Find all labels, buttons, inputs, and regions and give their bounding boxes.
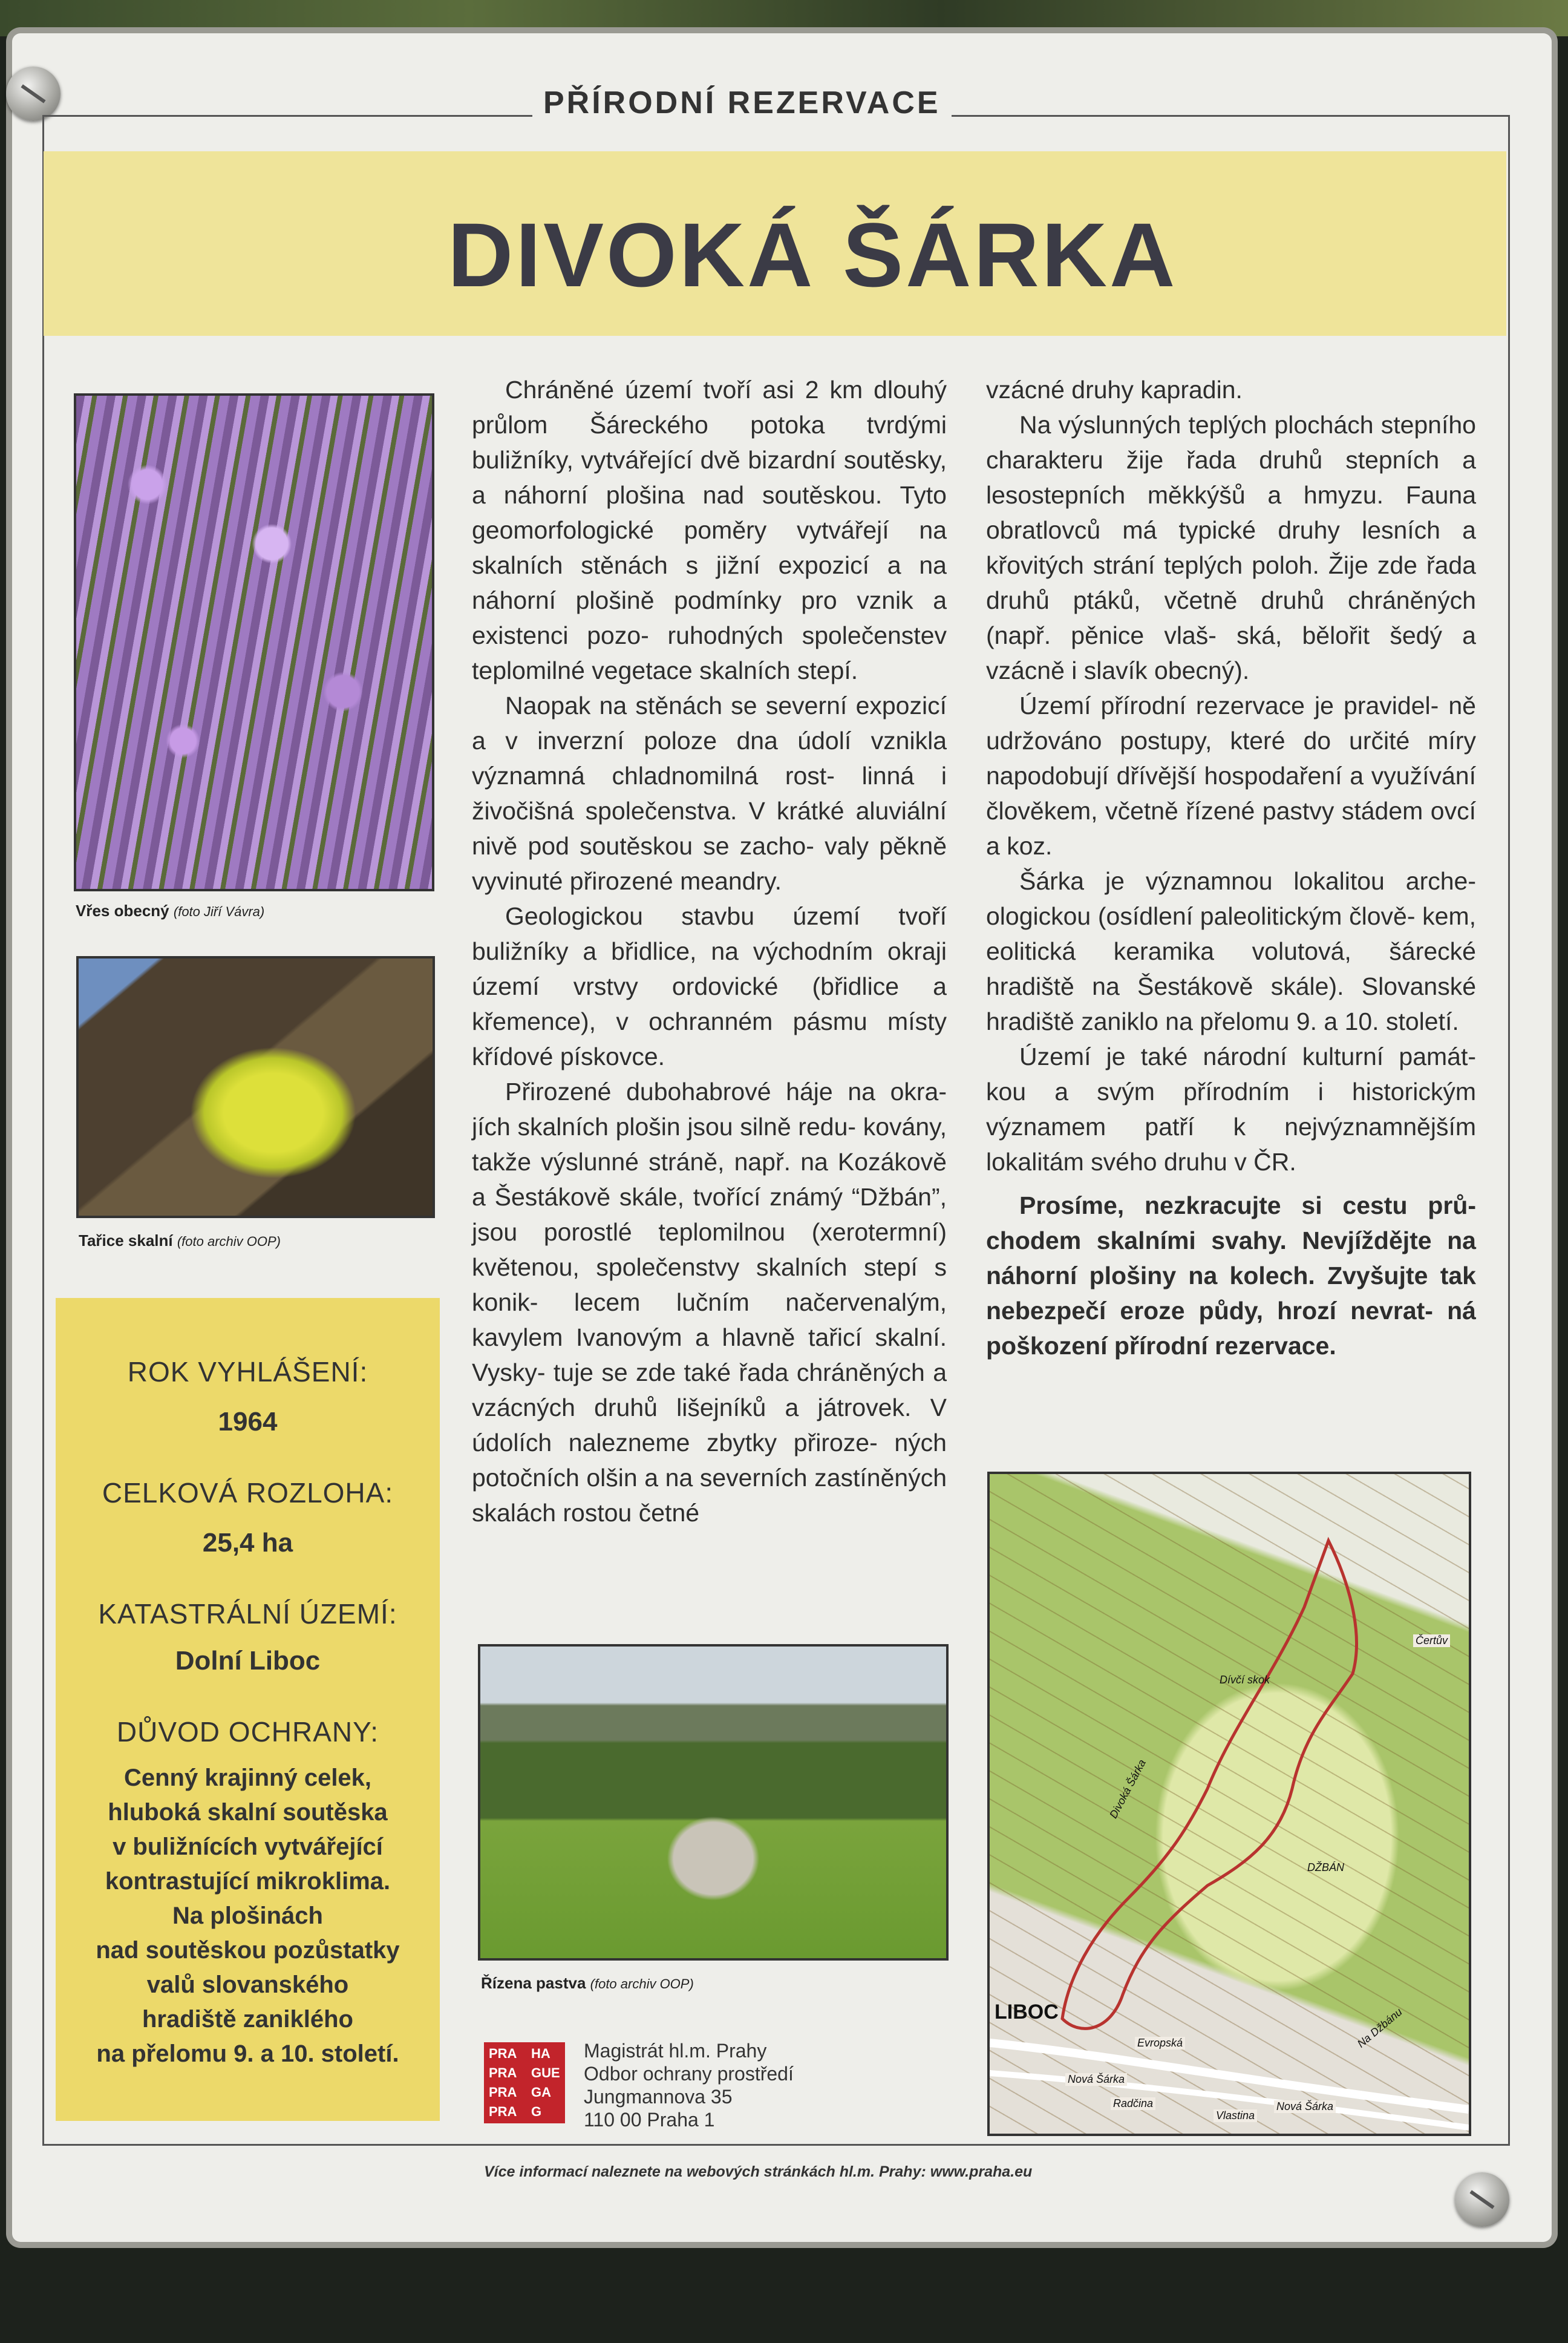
text-line: na Kozákově a Šestákově skále, [472,1148,947,1211]
text-line: a křemence), v ochranném pásmu [472,972,947,1035]
text-line: V údolích nalezneme zbytky přiroze- [472,1394,947,1457]
text-line: ská, bělořit šedý a vzácně i slavík [986,621,1476,684]
text-line: na náhorní plošiny na kolech. Zvyšujte [986,1227,1476,1289]
map-label: Vlastina [1214,2109,1257,2122]
text-line: s jižní expozicí a na náhorní plošině [472,551,947,614]
text-line: obecný). [1154,657,1250,684]
map-label: Nová Šárka [1065,2073,1127,2086]
text-line: poměry vytvářejí na skalních stěnách [472,516,947,579]
screw-top-left [6,67,60,121]
map-label: LIBOC [995,2001,1059,2024]
text-line: 9. a 10. století. [1296,1008,1459,1035]
text-line: zastíněných skalách rostou četné [472,1464,947,1527]
text-line: linná i živočišná společenstva. V krátké [472,762,947,825]
text-line: využívání člověkem, včetně řízené pastvy [986,762,1476,825]
background-foliage [0,0,1568,36]
text-line: valy pěkně vyvinuté přirozené meandry. [472,832,947,895]
text-line: podmínky pro vznik a existenci pozo- [472,586,947,649]
text-line: ně udržováno postupy, které do určité [986,692,1476,755]
text-line: Ivanovým a hlavně tařicí skalní. Vysky- [472,1323,947,1386]
screw-bottom-right [1455,2172,1509,2227]
text-line: Území přírodní rezervace je pravidel- [1019,692,1439,719]
text-line: stepního charakteru žije řada druhů [986,411,1476,474]
text-column-2 [986,372,1476,1363]
grazing-photo [478,1644,949,1961]
map-label: Evropská [1135,2037,1185,2050]
text-line: Přirozené dubohabrové háje na okra- [505,1078,947,1106]
grazing-caption: Řízena pastva (foto archiv OOP) [481,1974,694,1992]
map-label: Dívčí skok [1220,1674,1270,1686]
text-line: expozicí a v inverzní poloze dna údolí [472,692,947,755]
text-line: vegetace skalních stepí. [592,657,858,684]
text-line: tak nebezpečí eroze půdy, hrozí nevrat- [986,1262,1476,1325]
map-label: DŽBÁN [1307,1861,1345,1873]
paragraph [472,1074,947,1530]
map-label: Čertův [1413,1634,1450,1647]
text-line: Geologickou stavbu území tvoří [505,902,947,930]
text-line: vzácných druhů lišejníků a játrovek. [472,1394,912,1421]
year-value: 1964 [218,1407,278,1437]
text-line: kem, eolitická keramika volutová, [986,902,1476,965]
publisher-address: Magistrát hl.m. Prahy Odbor ochrany prostředí Jungmannova 35 110 00 Praha 1 [584,2040,794,2131]
paragraph [472,899,947,1074]
text-line: ologickou (osídlení paleolitickým člově- [986,902,1416,930]
text-line: Chráněné území tvoří asi 2 km [505,376,863,404]
paragraph [472,688,947,899]
paragraph [986,372,1476,407]
text-line: Prosíme, nezkracujte si cestu prů- [1019,1191,1476,1219]
text-line: hmyzu. Fauna obratlovců má typické [986,481,1476,544]
text-line: poloh. Žije zde řada druhů ptáků, včetně [986,551,1476,614]
reason-text: Cenný krajinný celek, hluboká skalní soutěska v buližnících vytvářející kontrastující mikroklima. Na plošinách nad soutěskou pozůstatky valů slovanského hradiště zaniklého na přelomu 9. a 10. století. [96,1765,400,2067]
text-line: Naopak na stěnách se severní [505,692,848,719]
text-line: lokalitám svého druhu v ČR. [986,1148,1296,1176]
heather-caption: Vřes obecný (foto Jiří Vávra) [76,902,265,920]
text-line: vzácné druhy kapradin. [986,376,1243,404]
text-line: druhů chráněných (např. pěnice vlaš- [986,586,1476,649]
text-line: místy křídové pískovce. [472,1008,947,1070]
text-line: druhy lesních a křovitých strání teplých [986,516,1476,579]
text-line: tuje se zde také řada chráněných a [553,1358,947,1386]
text-line: Šárka je významnou lokalitou arche- [1019,867,1476,895]
paragraph [986,863,1476,1039]
text-line: chodem skalními svahy. Nevjíždějte [986,1227,1432,1254]
praha-logo: PRA HA PRA GUE PRA GA PRA G [484,2042,565,2123]
text-line: okraji území vrstvy ordovické (břidlice [472,937,947,1000]
text-line: ných potočních olšin a na severních [472,1429,947,1492]
text-line: Slovanské hradiště zaniklo na přelomu [986,972,1476,1035]
map-label: Nová Šárka [1274,2100,1336,2113]
text-line: Na výslunných teplých plochách [1019,411,1374,439]
text-line: ná poškození přírodní rezervace. [986,1297,1476,1360]
text-column-1 [472,372,947,1530]
text-line: společenstvy skalních stepí s konik- [472,1253,947,1316]
text-line: buližníky a břidlice, na východním [472,937,874,965]
text-line: významem patří k nejvýznamnějším [986,1113,1476,1141]
text-line: tvořící známý “Džbán”, jsou porostlé [472,1183,947,1246]
text-line: aluviální nivě pod soutěskou se zacho- [472,797,947,860]
text-line: lecem lučním načervenalým, kavylem [472,1288,947,1351]
text-line: jích skalních plošin jsou silně redu- [472,1113,857,1141]
area-label: CELKOVÁ ROZLOHA: [102,1477,394,1509]
text-line: dlouhý průlom Šáreckého potoka [472,376,947,439]
text-line: kovány, takže výslunné stráně, např. [472,1113,947,1176]
paragraph [986,1039,1476,1179]
reserve-map [987,1472,1471,2136]
cadastral-label: KATASTRÁLNÍ ÚZEMÍ: [98,1598,397,1630]
paragraph [986,1188,1476,1363]
reserve-title: DIVOKÁ ŠÁRKA [448,204,1178,306]
text-line: kou a svým přírodním i historickým [986,1078,1476,1106]
map-label: Radčina [1111,2097,1155,2110]
alyssum-photo [76,956,435,1218]
text-line: nad soutěskou. Tyto geomorfologické [472,481,947,544]
text-line: bizardní soutěsky, a náhorní plošina [472,446,947,509]
text-line: šárecké hradiště na Šestákově skále). [986,937,1476,1000]
paragraph [986,407,1476,688]
text-line: míry napodobují dřívější hospodaření a [986,727,1476,790]
text-line: teplomilnou (xerotermní) květenou, [472,1218,947,1281]
map-label: Na Džbánu [1354,2005,1405,2050]
paragraph [472,372,947,688]
alyssum-caption: Tařice skalní (foto archiv OOP) [79,1231,281,1250]
cadastral-value: Dolní Liboc [175,1646,321,1676]
year-label: ROK VYHLÁŠENÍ: [127,1356,368,1388]
text-line: tvrdými buližníky, vytvářející dvě [472,411,947,474]
category-label: PŘÍRODNÍ REZERVACE [532,85,952,121]
heather-photo [74,393,434,891]
text-line: stádem ovcí a koz. [986,797,1476,860]
text-line: ruhodných společenstev teplomilné [472,621,947,684]
text-line: vznikla významná chladnomilná rost- [472,727,947,790]
paragraph [986,688,1476,863]
text-line: Území je také národní kulturní památ- [1019,1043,1476,1070]
map-label: Divoká Šárka [1107,1757,1149,1821]
reason-label: DŮVOD OCHRANY: [116,1716,379,1748]
area-value: 25,4 ha [202,1528,293,1558]
text-line: stepních a lesostepních měkkýšů a [986,446,1476,509]
footer-note: Více informací naleznete na webových stránkách hl.m. Prahy: www.praha.eu [484,2163,1033,2180]
map-boundary [990,1474,1469,2134]
